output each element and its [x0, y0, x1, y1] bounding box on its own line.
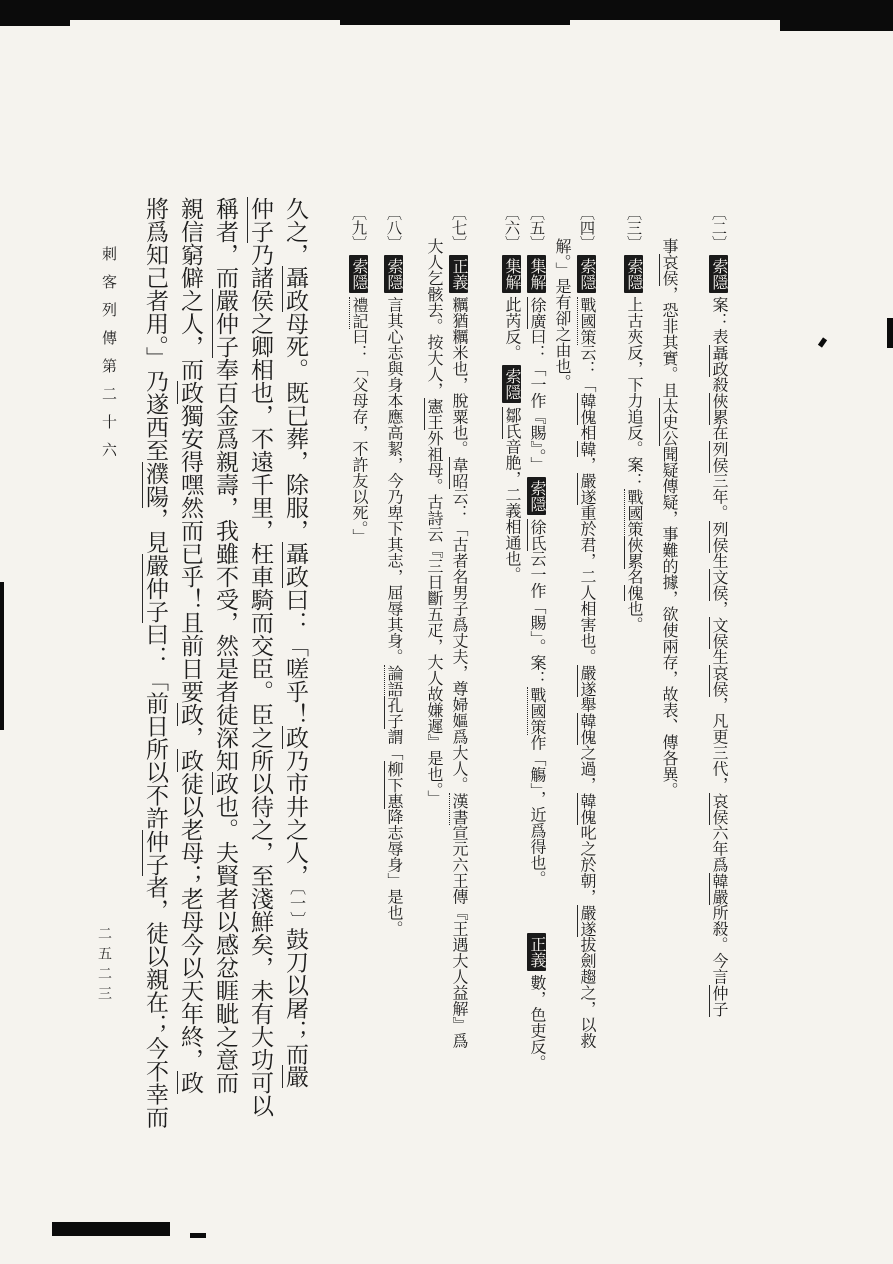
scan-speck-bottom	[190, 1233, 206, 1238]
commentary-source-label: 索隱	[624, 255, 643, 293]
proper-noun: 韓傀	[578, 792, 595, 825]
text-run: 聞疑傳疑，事難的據，欲使兩存，故表、傳各異。	[660, 446, 677, 798]
proper-noun: 政	[178, 703, 203, 726]
text-run: 音脃，二義相通也。	[503, 438, 520, 583]
note-number-marker: 〔九〕	[350, 205, 367, 251]
main-text-column	[214, 197, 237, 1094]
text-run: 曰：「一作『賜』。」	[528, 328, 545, 473]
main-text-column	[179, 197, 202, 1094]
text-run: 上古夾反，下力追反。案：	[625, 296, 642, 489]
proper-noun: 韋昭	[450, 456, 467, 489]
proper-noun: 政	[283, 726, 308, 749]
text-run: 言其心志與身本應高絜，今乃卑下其志，屈辱其身。	[385, 296, 402, 665]
text-run: ，見	[143, 507, 168, 554]
text-run: 云：「	[578, 344, 595, 393]
proper-noun: 政	[213, 772, 238, 795]
proper-noun: 仲子	[710, 984, 727, 1017]
text-run: 乃市井之人，	[283, 749, 308, 887]
text-run: 作「觴」，近爲得也。	[528, 734, 545, 887]
proper-noun: 嚴遂	[578, 664, 595, 697]
text-run: 鼓刀以屠；而	[283, 927, 308, 1066]
scan-mark-right-edge	[887, 318, 893, 348]
commentary-column	[425, 238, 441, 806]
note-number-marker: 〔六〕	[503, 205, 520, 251]
text-run: 解。」是有卻之由也。	[553, 238, 570, 390]
commentary-source-label: 正義	[449, 255, 468, 293]
commentary-column	[578, 205, 594, 1049]
proper-noun: 憲王	[425, 398, 442, 430]
text-run: 曰：「前日所以不許	[143, 622, 168, 830]
proper-noun: 嚴仲子	[143, 553, 168, 623]
proper-noun: 韓	[578, 440, 595, 457]
proper-noun: 仲子	[248, 197, 273, 243]
book-title: 論語	[385, 664, 402, 697]
proper-noun: 列侯	[710, 520, 727, 553]
book-title: 禮記	[350, 296, 367, 329]
text-run: 奉百金爲親壽，我雖不受，然是者徒深知	[213, 358, 238, 772]
proper-noun: 哀侯	[660, 254, 677, 286]
book-title: 戰國策	[625, 488, 642, 537]
proper-noun: 孔子	[385, 696, 402, 729]
proper-noun: 嚴遂	[578, 472, 595, 505]
commentary-column	[710, 205, 726, 1017]
proper-noun: 傀	[625, 584, 642, 601]
text-run: 稱者，而	[213, 197, 238, 289]
proper-noun: 鄒氏	[503, 406, 520, 439]
text-run: 重於君，二人相害也。	[578, 504, 595, 665]
text-run: 生	[710, 648, 727, 665]
text-run: 宣元六王傳『王遇大人益解』爲	[450, 824, 467, 1049]
commentary-column	[553, 238, 569, 390]
text-run: 將爲知己者用。」乃遂西至	[143, 197, 168, 462]
proper-noun: 嚴	[283, 1065, 308, 1089]
text-run: 舉	[578, 696, 595, 713]
note-number-marker: 〔二〕	[710, 205, 727, 251]
text-run: 在	[710, 424, 727, 441]
proper-noun: 韓傀	[578, 392, 595, 425]
text-run: ，凡更三代，	[710, 696, 727, 793]
proper-noun: 太史公	[660, 398, 677, 446]
text-run: 乃諸侯之卿相也，不遠千里，枉車騎而交臣。臣之所以待之，至淺鮮矣，未有大功可以	[248, 243, 273, 1117]
note-number-marker: 〔七〕	[450, 205, 467, 251]
note-number-marker: 〔三〕	[625, 205, 642, 251]
text-run: 叱之於朝，	[578, 824, 595, 905]
proper-noun: 仲子	[143, 829, 168, 876]
text-run: 久之，	[283, 197, 308, 266]
text-run: 也。	[625, 600, 642, 633]
proper-noun: 濮陽	[143, 461, 168, 508]
text-run: 者，徒以親在；今不幸而	[143, 875, 168, 1129]
commentary-column	[350, 205, 366, 545]
text-run: 之過，	[578, 744, 595, 793]
commentary-source-label: 集解	[502, 255, 521, 293]
proper-noun: 韓嚴	[710, 872, 727, 905]
book-title: 戰國策	[578, 296, 595, 345]
proper-noun: 聶政	[710, 344, 727, 377]
text-run: 徒以老母；老母今以天年終，	[178, 772, 203, 1071]
text-run: ，	[178, 726, 203, 749]
commentary-column	[528, 205, 544, 1071]
proper-noun: 列侯	[710, 440, 727, 473]
text-run: 也。夫賢者以感忿睚眦之意而	[213, 795, 238, 1094]
commentary-source-label: 索隱	[384, 255, 403, 293]
proper-noun: 哀侯	[710, 792, 727, 825]
text-run: 大人乞骸去。按大人，	[425, 238, 442, 398]
commentary-source-label: 索隱	[527, 477, 546, 515]
scan-speck-margin	[818, 337, 827, 347]
commentary-column	[660, 238, 676, 798]
text-run: 拔劍趨之，以救	[578, 936, 595, 1049]
proper-noun: 文侯	[710, 568, 727, 601]
note-number-marker: 〔八〕	[385, 205, 402, 251]
commentary-column	[385, 205, 401, 937]
text-run: 親信窮僻之人，而	[178, 197, 203, 381]
proper-noun: 哀侯	[710, 664, 727, 697]
main-text-column	[144, 197, 167, 1129]
main-text-column	[249, 197, 272, 1117]
book-title: 漢書	[450, 792, 467, 825]
note-number-marker: 〔五〕	[528, 205, 545, 251]
scan-mark-bottom-left	[52, 1222, 170, 1236]
chapter-title: 刺客列傳第二十六	[100, 246, 116, 470]
text-run: 此芮反。	[503, 296, 520, 361]
proper-noun: 徐廣	[528, 296, 545, 329]
text-run: 數，色吏反。	[528, 974, 545, 1071]
proper-noun: 柳下惠	[385, 760, 402, 809]
proper-noun: 嚴遂	[578, 904, 595, 937]
commentary-source-label: 索隱	[502, 365, 521, 403]
proper-noun: 俠累	[625, 536, 642, 569]
proper-noun: 韓傀	[578, 712, 595, 745]
text-run: 云一作「賜」。案：	[528, 550, 545, 687]
text-run: 母死。既已葬，除服，	[283, 312, 308, 542]
text-run: 曰：「嗟乎！	[283, 588, 308, 726]
text-run: 謂「	[385, 728, 402, 761]
text-run: 糲猶糲米也，脫粟也。	[450, 296, 467, 457]
proper-noun: 聶政	[283, 542, 308, 588]
scan-edge-top-bump	[340, 0, 570, 25]
text-run: 降志辱身」是也。	[385, 808, 402, 937]
text-run: 事	[660, 238, 677, 254]
text-run: 獨安得嘿然而已乎！且前日要	[178, 404, 203, 703]
commentary-column	[450, 205, 466, 1049]
main-text-column	[284, 197, 307, 1088]
commentary-source-label: 索隱	[349, 255, 368, 293]
text-run: 案：表	[710, 296, 727, 345]
scan-edge-top-left	[0, 0, 70, 26]
proper-noun: 俠累	[710, 392, 727, 425]
text-run: 云：「古者名男子爲丈夫，尊婦嫗爲大人。	[450, 488, 467, 793]
text-run: 所殺。今言	[710, 904, 727, 985]
commentary-source-label: 正義	[527, 933, 546, 971]
proper-noun: 嚴仲子	[213, 289, 238, 358]
book-title: 戰國策	[528, 686, 545, 735]
text-run: 生	[710, 552, 727, 569]
page-number: 二五二三	[96, 926, 111, 1006]
note-number-marker: 〔一〕	[287, 887, 304, 928]
proper-noun: 聶政	[283, 266, 308, 312]
text-run: 名	[625, 568, 642, 585]
commentary-source-label: 集解	[527, 255, 546, 293]
text-run: ，	[710, 600, 727, 617]
commentary-column	[503, 205, 519, 583]
text-run: 相	[578, 424, 595, 441]
text-run: 三年。	[710, 472, 727, 521]
text-run: ，	[578, 456, 595, 473]
proper-noun: 政	[178, 1071, 203, 1094]
text-run: 六年爲	[710, 824, 727, 873]
text-run: 殺	[710, 376, 727, 393]
scan-edge-top-right	[780, 0, 893, 31]
scan-mark-left-edge	[0, 582, 4, 730]
proper-noun: 政	[178, 381, 203, 404]
commentary-column	[625, 205, 641, 633]
commentary-source-label: 索隱	[709, 255, 728, 293]
text-run: ，恐非其實。且	[660, 286, 677, 398]
spacer	[536, 887, 537, 929]
commentary-source-label: 索隱	[577, 255, 596, 293]
proper-noun: 政	[178, 749, 203, 772]
text-run: 外祖母。古詩云『三日斷五疋，大人故嫌遲』是也。」	[425, 430, 442, 806]
text-run: 曰：「父母存，不許友以死。」	[350, 328, 367, 545]
proper-noun: 文侯	[710, 616, 727, 649]
proper-noun: 徐氏	[528, 518, 545, 551]
note-number-marker: 〔四〕	[578, 205, 595, 251]
